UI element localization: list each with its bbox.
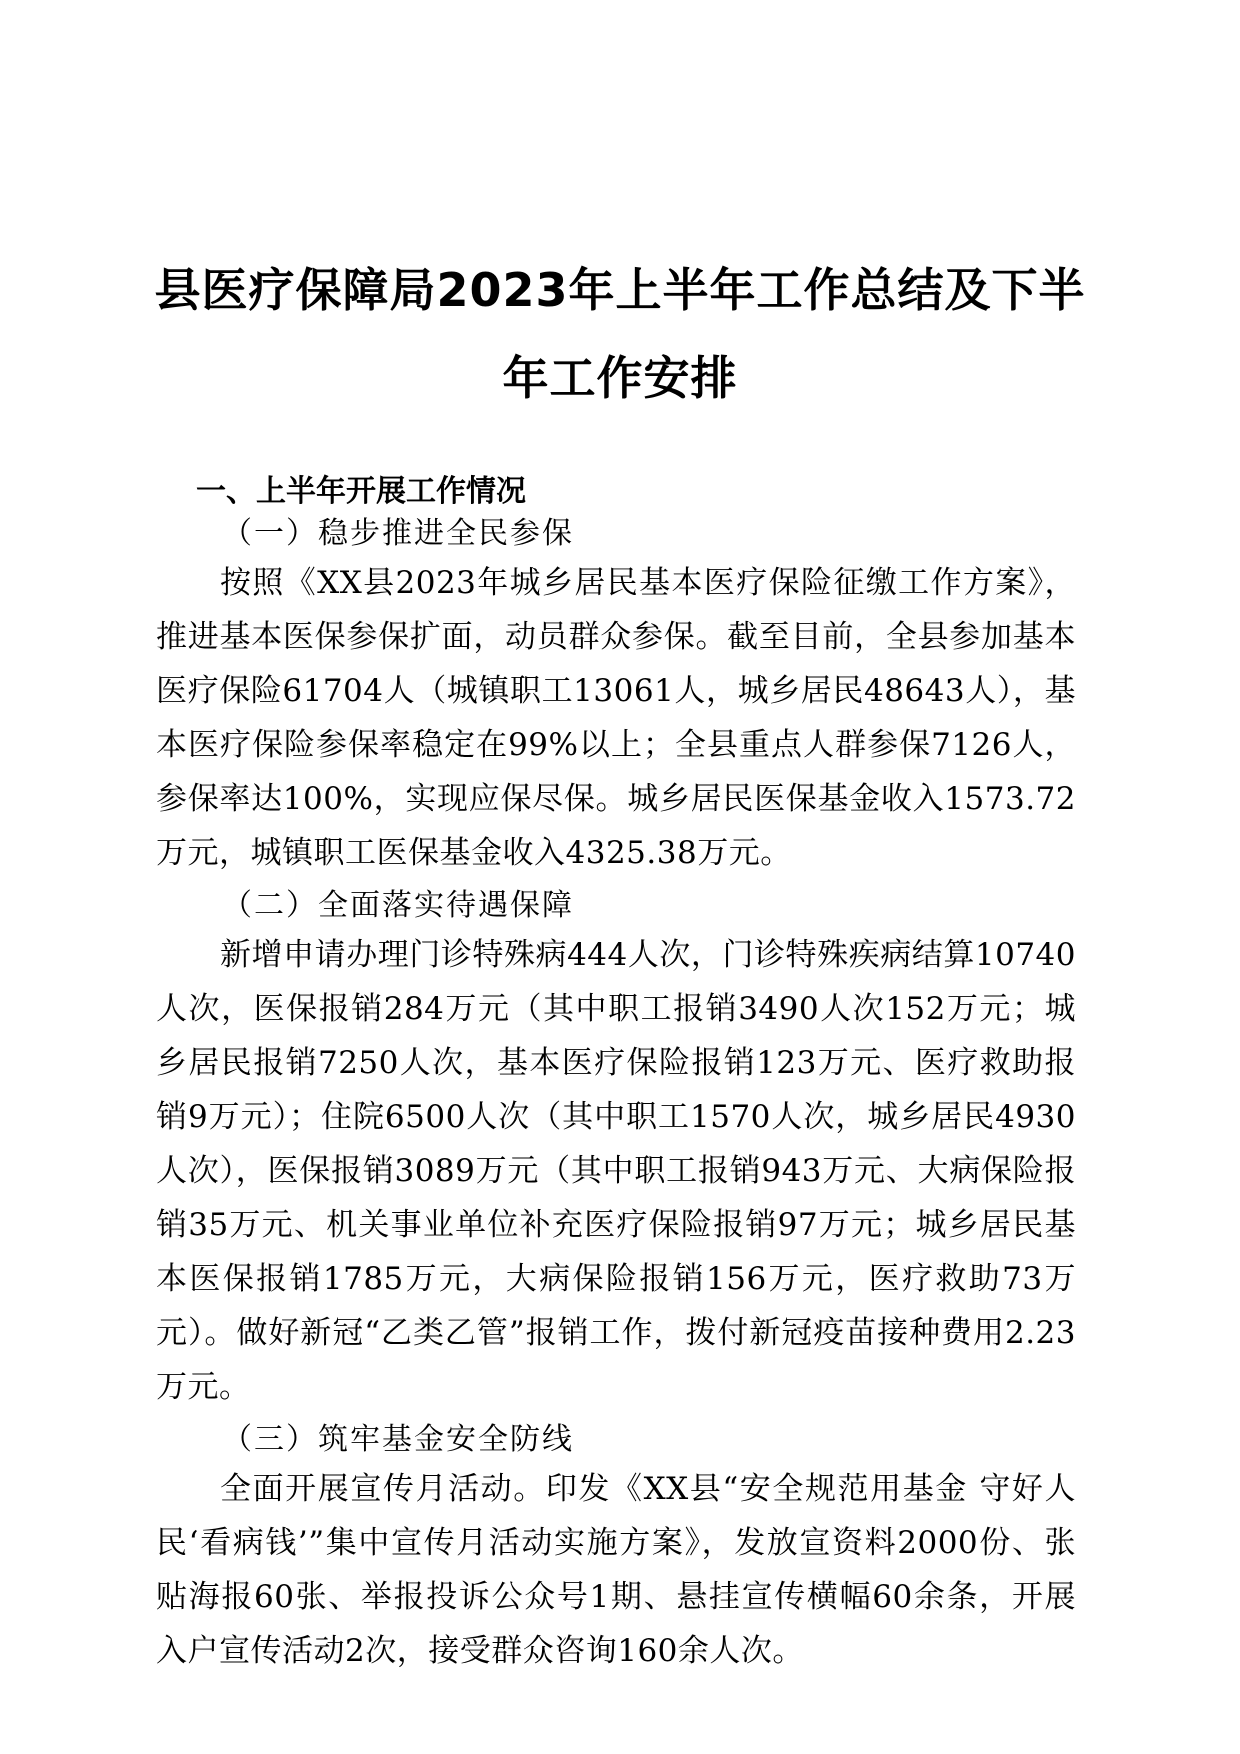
subsection-heading-2: （二）全面落实待遇保障 bbox=[222, 888, 574, 923]
section-heading-1: 一、上半年开展工作情况 bbox=[196, 474, 526, 509]
document-title-line-1: 县医疗保障局2023年上半年工作总结及下半 bbox=[154, 263, 1086, 317]
subsection-paragraph-3: 全面开展宣传月活动。印发《XX县“安全规范用基金 守好人民‘看病钱’”集中宣传月活动实施方案》，发放宣资料2000份、张贴海报60张、举报投诉公众号1期、悬挂宣传横幅60余条，开展入户宣传活动2次，接受群众咨询160余人次。 bbox=[156, 1471, 1076, 1669]
subsection-paragraph-2: 新增申请办理门诊特殊病444人次，门诊特殊疾病结算10740人次，医保报销284万元（其中职工报销3490人次152万元；城乡居民报销7250人次，基本医疗保险报销123万元、医疗救助报销9万元）；住院6500人次（其中职工1570人次，城乡居民4930人次），医保报销3089万元（其中职工报销943万元、大病保险报销35万元、机关事业单位补充医疗保险报销97万元；城乡居民基本医保报销1785万元，大病保险报销156万元，医疗救助73万元）。做好新冠“乙类乙管”报销工作，拨付新冠疫苗接种费用2.23万元。 bbox=[156, 937, 1076, 1405]
document-body bbox=[156, 472, 1076, 1682]
document-title-line-2: 年工作安排 bbox=[502, 351, 738, 405]
subsection-paragraph-1: 按照《XX县2023年城乡居民基本医疗保险征缴工作方案》，推进基本医保参保扩面，动员群众参保。截至目前，全县参加基本医疗保险61704人（城镇职工13061人，城乡居民48643人），基本医疗保险参保率稳定在99%以上；全县重点人群参保7126人，参保率达100%，实现应保尽保。城乡居民医保基金收入1573.72万元，城镇职工医保基金收入4325.38万元。 bbox=[156, 565, 1076, 871]
subsection-heading-3: （三）筑牢基金安全防线 bbox=[222, 1422, 574, 1457]
subsection-heading-1: （一）稳步推进全民参保 bbox=[222, 516, 574, 551]
